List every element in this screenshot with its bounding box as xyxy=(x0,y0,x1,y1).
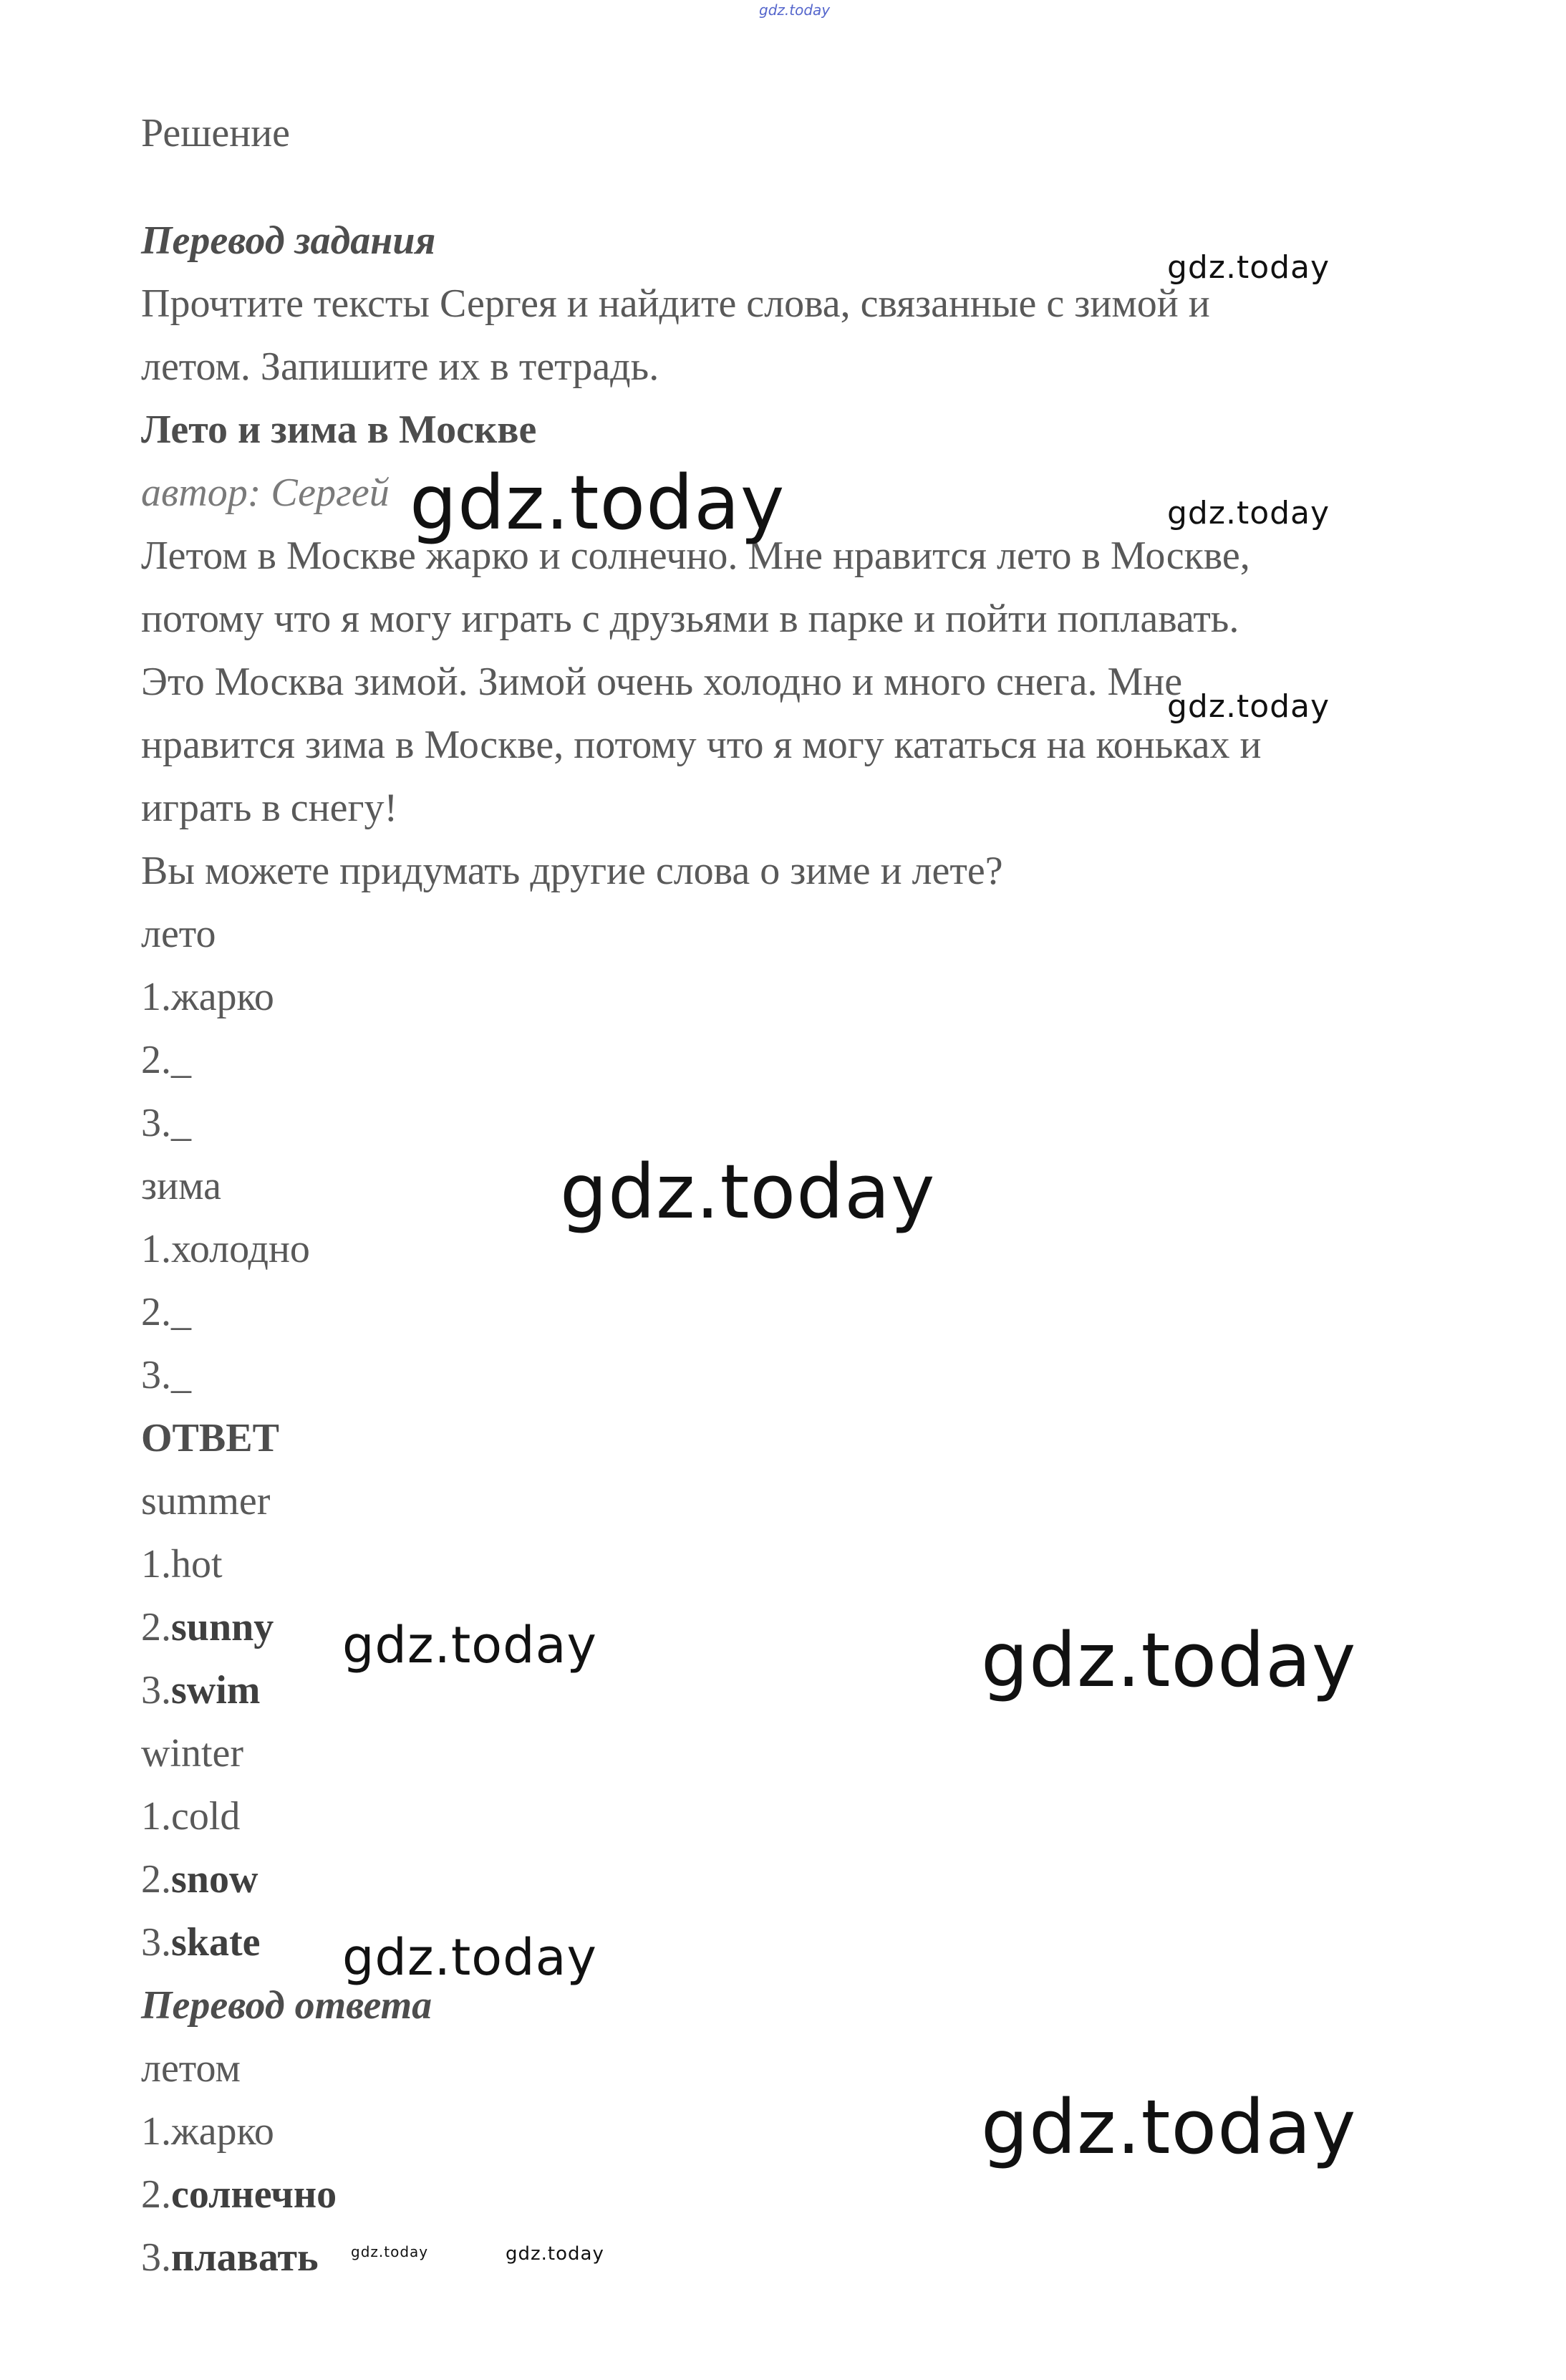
text-line3: Это Москва зимой. Зимой очень холодно и много снега. Мне xyxy=(141,660,1183,704)
winter-item-1: 1.холодно xyxy=(141,1227,310,1271)
heading-solution: Решение xyxy=(141,111,291,155)
watermark: gdz.today xyxy=(1167,495,1330,531)
answer-winter-2-word: snow xyxy=(171,1857,258,1902)
task-title: Перевод задания xyxy=(141,218,436,263)
translation-item-3 xyxy=(141,2237,319,2278)
answer-summer-3-num: 3. xyxy=(141,1668,171,1712)
summer-item-3: 3._ xyxy=(141,1101,191,1145)
watermark: gdz.today xyxy=(560,1148,936,1235)
translation-item-3-num: 3. xyxy=(141,2235,171,2280)
watermark: gdz.today xyxy=(342,1928,597,1987)
answer-winter-3-num: 3. xyxy=(141,1920,171,1965)
answer-summer-2-word: sunny xyxy=(171,1605,274,1649)
answer-summer-label: summer xyxy=(141,1479,271,1523)
summer-item-2: 2._ xyxy=(141,1038,191,1082)
answer-title: ОТВЕТ xyxy=(141,1416,279,1460)
winter-item-3: 3._ xyxy=(141,1353,191,1397)
watermark: gdz.today xyxy=(351,2243,429,2260)
answer-winter-label: winter xyxy=(141,1731,244,1776)
winter-label: зима xyxy=(141,1164,221,1208)
translation-item-2-num: 2. xyxy=(141,2172,171,2217)
winter-item-2: 2._ xyxy=(141,1290,191,1334)
text-line1: Летом в Москве жарко и солнечно. Мне нравится лето в Москве, xyxy=(141,534,1250,578)
task-instruction-line1: Прочтите тексты Сергея и найдите слова, связанные с зимой и xyxy=(141,281,1210,326)
translation-item-2-word: солнечно xyxy=(171,2172,337,2217)
translation-item-2 xyxy=(141,2174,337,2215)
answer-summer-2 xyxy=(141,1607,274,1647)
answer-summer-3-word: swim xyxy=(171,1668,261,1712)
summer-label: лето xyxy=(141,912,216,956)
watermark: gdz.today xyxy=(981,1617,1357,1704)
text-title: Лето и зима в Москве xyxy=(141,408,537,452)
answer-winter-2 xyxy=(141,1857,258,1902)
text-line5: играть в снегу! xyxy=(141,786,398,830)
text-line4: нравится зима в Москве, потому что я могу кататься на коньках и xyxy=(141,723,1262,767)
translation-item-3-word: плавать xyxy=(171,2235,319,2280)
watermark: gdz.today xyxy=(506,2243,604,2265)
summer-item-1: 1.жарко xyxy=(141,975,274,1019)
watermark: gdz.today xyxy=(981,2083,1357,2171)
text-author: автор: Сергей xyxy=(141,471,390,515)
task-question: Вы можете придумать другие слова о зиме и лете? xyxy=(141,849,1003,893)
answer-winter-2-num: 2. xyxy=(141,1857,171,1902)
answer-winter-3-word: skate xyxy=(171,1920,261,1965)
watermark: gdz.today xyxy=(410,459,786,546)
watermark: gdz.today xyxy=(1167,688,1330,725)
watermark: gdz.today xyxy=(342,1616,597,1675)
header-watermark: gdz.today xyxy=(759,1,831,19)
watermark: gdz.today xyxy=(1167,249,1330,286)
answer-winter-3 xyxy=(141,1920,261,1965)
translation-title: Перевод ответа xyxy=(141,1983,432,2028)
text-line2: потому что я могу играть с друзьями в парке и пойти поплавать. xyxy=(141,597,1239,641)
answer-summer-3 xyxy=(141,1670,260,1710)
task-instruction-line2: летом. Запишите их в тетрадь. xyxy=(141,345,659,389)
answer-winter-1: 1.cold xyxy=(141,1794,241,1839)
answer-summer-2-num: 2. xyxy=(141,1605,171,1649)
translation-summer-label: летом xyxy=(141,2046,241,2091)
translation-item-1: 1.жарко xyxy=(141,2109,274,2154)
answer-summer-1: 1.hot xyxy=(141,1542,223,1586)
